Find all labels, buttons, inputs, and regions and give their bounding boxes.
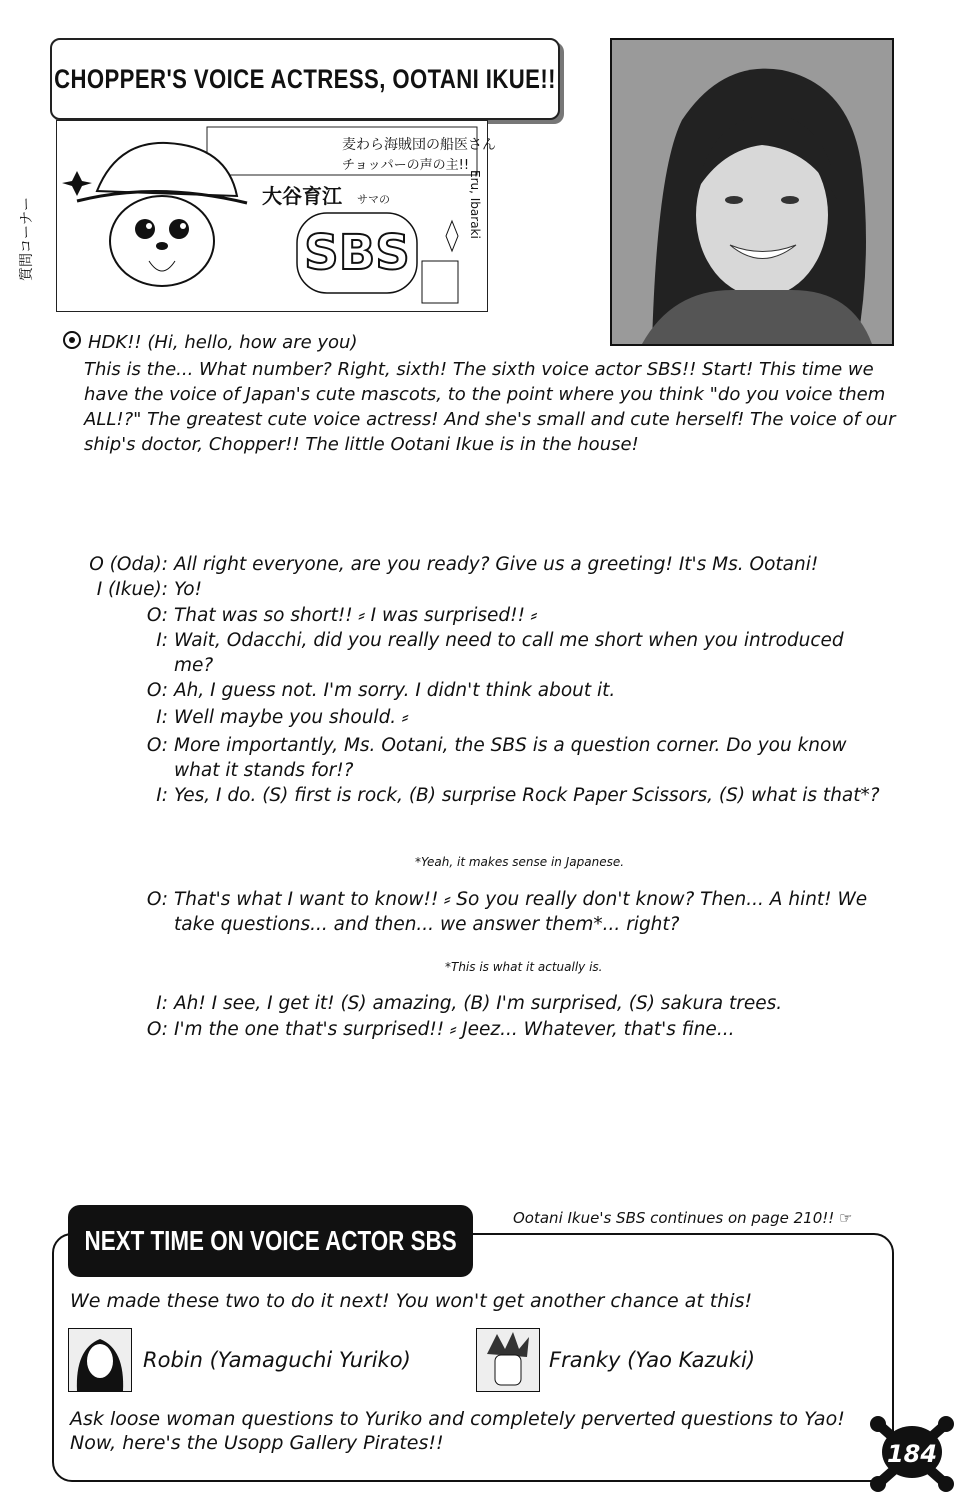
line-text: That was so short!! ⸗ I was surprised!! ⸗ <box>174 605 538 626</box>
robin-thumbnail <box>68 1328 132 1392</box>
intro-lead-row <box>62 330 907 357</box>
line-text: Well maybe you should. ⸗ <box>174 707 409 728</box>
intro-section <box>62 330 907 457</box>
speaker: I (Ikue): <box>96 579 168 600</box>
dialogue-line <box>72 887 902 937</box>
speaker: I: <box>156 630 168 651</box>
dialogue-line <box>72 991 902 1016</box>
page-number: 184 <box>886 1440 938 1468</box>
intro-lead: HDK!! (Hi, hello, how are you) <box>88 332 358 353</box>
next-time-line: We made these two to do it next! You won't get another chance at this! <box>70 1290 753 1312</box>
next-time-heading: NEXT TIME ON VOICE ACTOR SBS <box>84 1225 457 1256</box>
dialogue-line <box>72 628 872 678</box>
art-banner-line1: 麦わら海賊団の船医さん <box>342 137 496 153</box>
speaker: O: <box>146 680 168 701</box>
line-text: Ah, I guess not. I'm sorry. I didn't think about it. <box>174 680 616 701</box>
line-text: Yes, I do. (S) first is rock, (B) surprise Rock Paper Scissors, (S) what is that*? <box>174 785 880 806</box>
dialogue-line <box>72 552 902 577</box>
sbs-swirl-icon <box>62 330 82 357</box>
art-side-label: 質問コーナー <box>19 197 35 281</box>
speaker: I: <box>156 785 168 806</box>
franky-thumbnail <box>476 1328 540 1392</box>
page-number-badge <box>870 1412 954 1494</box>
intro-paragraph: This is the... What number? Right, sixth! The sixth voice actor SBS!! Start! This time we have the voice of Japan's cute mascots, to the point where you think "do you voice them ALL!?" The greatest cute voice actress! And she's small and cute herself! The voice of our ship's doctor, Chopper!! The little Ootani Ikue is in the house! <box>84 359 896 455</box>
speaker: O (Oda): <box>89 554 168 575</box>
art-name-suffix: サマの <box>357 193 390 206</box>
dialogue-line <box>72 705 902 730</box>
dialogue-line <box>72 783 902 808</box>
speaker: O: <box>146 889 168 910</box>
next-time-heading-tab <box>68 1205 473 1277</box>
art-banner-line2: チョッパーの声の主!! <box>342 158 470 173</box>
sbs-logo: SBS <box>304 225 410 281</box>
cast-franky: Franky (Yao Kazuki) <box>549 1348 756 1372</box>
line-text: Wait, Odacchi, did you really need to call me short when you introduced me? <box>174 630 844 676</box>
footnote-1: *Yeah, it makes sense in Japanese. <box>415 855 625 869</box>
robin-portrait <box>69 1329 131 1391</box>
art-credit: Eru, Ibaraki <box>468 170 482 239</box>
line-text: Ah! I see, I get it! (S) amazing, (B) I'm surprised, (S) sakura trees. <box>174 993 783 1014</box>
footnote-2: *This is what it actually is. <box>445 960 603 974</box>
speaker: I: <box>156 707 168 728</box>
actress-photo <box>610 38 894 346</box>
line-text: That's what I want to know!! ⸗ So you really don't know? Then... A hint! We take questions... and then... we answer them*... right? <box>174 889 868 935</box>
chopper-illustration <box>19 121 496 311</box>
line-text: More importantly, Ms. Ootani, the SBS is a question corner. Do you know what it stands for!? <box>174 735 847 781</box>
next-time-closing: Ask loose woman questions to Yuriko and completely perverted questions to Yao! Now, here's the Usopp Gallery Pirates!! <box>70 1408 845 1454</box>
dialogue-line <box>72 1017 902 1042</box>
speaker: I: <box>156 993 168 1014</box>
speaker: O: <box>146 605 168 626</box>
speaker: O: <box>146 1019 168 1040</box>
dialogue-line <box>72 603 902 628</box>
dialogue-line <box>72 577 902 602</box>
line-text: I'm the one that's surprised!! ⸗ Jeez... Whatever, that's fine... <box>174 1019 735 1040</box>
cast-robin: Robin (Yamaguchi Yuriko) <box>143 1348 411 1372</box>
art-name-jp: 大谷育江 <box>262 184 342 208</box>
dialogue-line <box>72 733 902 783</box>
dialogue-line <box>72 678 902 703</box>
title-box <box>50 38 560 120</box>
skull-crossbones-icon <box>870 1412 954 1494</box>
portrait-illustration <box>612 40 892 344</box>
chopper-art-panel <box>19 120 496 312</box>
speaker: O: <box>146 735 168 756</box>
franky-portrait <box>477 1329 539 1391</box>
line-text: Yo! <box>174 579 203 600</box>
line-text: All right everyone, are you ready? Give us a greeting! It's Ms. Ootani! <box>174 554 819 575</box>
continues-note: Ootani Ikue's SBS continues on page 210!! ☞ <box>513 1209 853 1227</box>
page-title: CHOPPER'S VOICE ACTRESS, OOTANI IKUE!! <box>54 63 556 94</box>
